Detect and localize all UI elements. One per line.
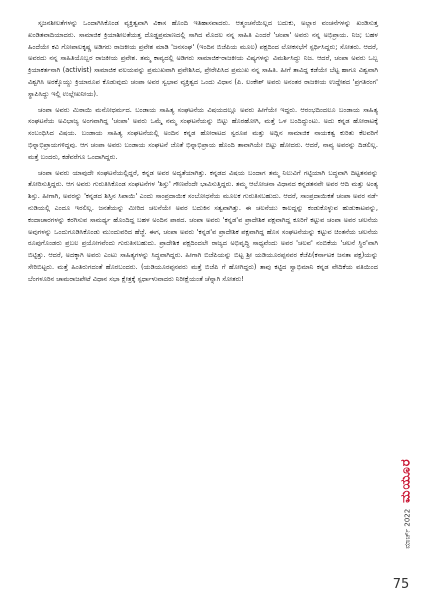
issue-date: ಮಾರ್ಚ್ 2022 <box>403 508 412 549</box>
article-body <box>28 18 378 290</box>
article-paragraph-1: ಸೃಜನಶೀಲತೆಗಳನ್ನು ಒಂದಾಗಿಸಿಕೊಂಡ ವ್ಯಕ್ತಿತ್ವವಾಗಿ ವಿಕಾಸ ಹೊಂದಿ ಇತಿಹಾಸವಾದರು. ಆತ್ಮಂಚನೆಯಿಲ್ಲದ ಬದುಕು, ಅಲ್ಲಾರ ವಂಚನೆಗಳನ್ನು ಖಂಡಿಸುತ್ತ ಖಂಡಿತವಾದಿಯಾದರು. ಸಾಮಾಜಿಕ ಕ್ರಿಯಾಶೀಲತೆಯತ್ತ ದೊಡ್ಡಪ್ರಮಾಣದಲ್ಲಿ ಸಾಗಿದ ಮೊದಲ ನನ್ನ ಸಾಹಿತಿ ಎಂದರೆ 'ಚಂಪಾ' ಅವರು ನನ್ನ ಅಭಿಪ್ರಾಯ. ನಿಜ; ಬಹಳ ಹಿಂದೆಯೇ ಕವಿ ಗೋಪಾಲಕೃಷ್ಣ ಅಡಿಗರು ರಾಜಕೀಯ ಪ್ರವೇಶ ಮಾಡಿ 'ಜನಸಂಘ' (ಇಂದಿನ ಬಿಜೆಪಿಯ ಮೂಲ) ಪಕ್ಷದಿಂದ ಲೋಕಸಭೆಗೆ ಸ್ಪರ್ಧಿಸಿದ್ದರು; ಸೋತರು. ಆದರೆ, ಅವರದು ನನ್ನ ಸಾಹಿತಿಯೊಬ್ಬರ ರಾಜಕೀಯ ಪ್ರವೇಶ. ತಮ್ಮ ಕಾವ್ಯದಲ್ಲಿ ಅಡಿಗರು ಸಾಮಾಜಿಕ-ರಾಜಕೀಯ ವಿಷ್ಯಗಳನ್ನು ವಿಮರ್ಶಿಸಿದ್ದು ನಿಜ. ಆದರೆ, ಚಂಪಾ ಅವರು ಒಬ್ಬ ಕ್ರಿಯಾಕರ್ತನಾಗಿ (activist) ಸಾಮಾಜಿಕ ವಲಯವನ್ನು ಪ್ರಮುಖವಾಗಿ ಪ್ರವೇಶಿಸಿದ, ಪ್ರೇರೇಪಿಸಿದ ಪ್ರಮುಖ ನನ್ನ ಸಾಹಿತಿ. ಹೀಗೆ ತಾವಿದ್ದ ಕಡೆಯೇ ಬೆಟ್ಟ ಹಾಗೂ ವಿಶ್ವವಾಗಿ ವಿಶ್ವಗಿಸಿ ಅರಕ್ಕೊಯ್ದು ಕ್ರಿಯಾರೂಪ ಕೊಡುವುದು ಚಂಪಾ ಅವರ ಸ್ವಭಾವ ವ್ಯಕ್ತಿತ್ವದ ಒಂದು ವಿಧಾನ (ಪಿ. ಲಂಕೇಶ್ ಅವರು ಅನಂತರ ರಾಜಕೀಯ ಉದ್ದೇಶದ 'ಪ್ರಗತಿರಂಗ' ಸ್ಥಾಪಿಸಿದ್ದು ಇಲ್ಲಿ ಉಲ್ಲೇಖನೀಯ). <box>28 19 378 98</box>
magazine-logo: ಮಯೂರ <box>398 457 414 503</box>
running-header <box>389 440 422 566</box>
page-number: 75 <box>392 577 410 592</box>
article-paragraph-2: ಚಂಪಾ ಅವರು ಮಿಠಾಯಿ ಮನೋಧರ್ಮದ. ಬಂಡಾಯ ಸಾಹಿತ್ಯ ಸಂಘಟನೆಯ ವಿಷಯದಲ್ಲೂ ಅವರು ಹೀಗೆಯೇ ಇದ್ದರು. ಆರಂಭದಿಂದಲೂ ಬಂಡಾಯ ಸಾಹಿತ್ಯ ಸಂಘಟನೆಯ ಅವಿಭಾಜ್ಯ ಅಂಗವಾಗಿದ್ದ 'ಚಂಪಾ' ಅವರು ಒಮ್ಮೆ ನಮ್ಮ ಸಂಘಟನೆಯನ್ನು ಬಿಟ್ಟು ಹೊರಹೋಗಿ, ಮತ್ತೆ ಒಳ ಬಂದಿದ್ದುಂಟು. ಅದು ಕನ್ನಡ ಹೋರಾಟಕ್ಕೆ ಸಂಬಂಧಿಸಿದ ವಿಷಯ. ಬಂಡಾಯ ಸಾಹಿತ್ಯ ಸಂಘಟನೆಯಲ್ಲಿ ಅಂದಿನ ಕನ್ನಡ ಹೋರಾಟದ ಸ್ವರೂಪ ಮತ್ತು ಅದ್ಲಿನ ಸಾಮಾಜಿಕ ನಾಯಕತ್ವ ಕುರಿತು ಕೆಲವರಿಗೆ ಭಿನ್ನಾಭಿಪ್ರಾಯಗಳಿದ್ದವು. ಆಗ ಚಂಪಾ ಅವರು ಬಂಡಾಯ ಸಂಘಟನೆ ಜೊತೆ ಭಿನ್ನಾಭಿಪ್ರಾಯ ಹೊಂದಿ ತಾವಾಗಿಯೇ ಬಿಟ್ಟು ಹೋದರು. ಆದರೆ, ನಾವ್ಯ ಅವರನ್ನು ದಿಡಲಿಲ್ಲ. ಮತ್ತೆ ಬಂದರು, ಕಡೆವರೆಗೂ ಒಂದಾಗಿದ್ದರು. <box>28 105 378 161</box>
article-paragraph-3: ಚಂಪಾ ಅವರು ಯಾವುದೇ ಸಂಘಟನೆಯಲ್ಲಿದ್ದರೆ, ಕನ್ನಡ ಅವರ ಅದ್ಯತೆಯಾಗಿತ್ತು. ಕನ್ನಡದ ವಿಷಯ ಬಂದಾಗ ತಮ್ಮ ನಿಲುವಿಗೆ ಗಟ್ಟಿಯಾಗಿ ಬದ್ಧವಾಗಿ ದಿಟ್ಟತನವನ್ನು ತೋರಿಸುತ್ತಿದ್ದರು. ಆಗ ಅವರು ಗುರುತಿಸಿಕೊಂಡ ಸಂಘಟನೆಗಳ 'ಶಿಸ್ತು' ಗೌಣವೆಂದೇ ಭಾವಿಸುತ್ತಿದ್ದರು. ತಮ್ಮ ಆಲೋಚನಾ ವಿಧಾನದ ಕನ್ನಡತನವೇ ಅವರ ಆದಿ ಮತ್ತು ಅಂತ್ಯ ಶಿಸ್ತು. ಹೀಗಾಗಿ, ಅವರನ್ನು 'ಕನ್ನಡದ ಶಿಸ್ತಿನ ಸಿಪಾಯಿ' ಎಂದು ಸಾಂಪ್ರದಾಯಿಕ ಸಂಬೋಧನೆಯ ಮೂಲಕ ಗುರುತಿಸಬಹುದು. ಆದರೆ, ಸಾಂಪ್ರದಾಯಿಕತೆ ಚಂಪಾ ಅವರ ನಡೆ-ನುಡಿಯಲ್ಲಿ ಎಂದೂ ಇರಲಿಲ್ಲ. ಜನತೆಯನ್ನು ಮೀರಿದ ಚಲನೆಯೇ ಅವರ ಬದುಕಿನ ಸತ್ವವಾಗಿತ್ತು. ಈ ಚಲನೆಯು ಕಾಲದ್ದನ್ನು ಕಂಡುಕೊಳ್ಳುವ ಹುಡುಕಾಟವನ್ನು, ಕಂದಾಚಾರಗಳನ್ನು ಕರಗಿಸುವ ಸಾಮರ್ಥ್ಯ ಹೊಂದಿದ್ದ ಬಹಳ ಅಂದಿನ ಪಾಠದ. ಚಂಪಾ ಅವರು 'ಕನ್ನಡ'ವ ಪ್ರಾದೇಶಿಕ ಪಕ್ಷವಾಗಿದ್ದ ಕೂರಿಗೆ ಕಟ್ಟುವ ಚಂಪಾ ಅವರ ಚಲನೆಯ ಅವುಗಳನ್ನು ಒಂದುಗೂಡಿಸಿಕೊಂಡು ಮುಂದುವರಿದ ಹೆಜ್ಜೆ. ಈಗ, ಚಂಪಾ ಅವರು 'ಕನ್ನಡ'ವ ಪ್ರಾದೇಶಿಕ ಪಕ್ಷವಾಗಿದ್ದ ಹೊಸ ಸಂಘಟನೆಯನ್ನು ಕಟ್ಟುವ ಚಿಂತನೆಯ ಚಲನೆಯ ರೂಪುಗೊಂಡರು ಪ್ರಬಲ ಪ್ರಯೋಗವೆಂದು ಗುರುತಿಸಬಹುದು. ಪ್ರಾದೇಶಿಕ ಪಕ್ಷದಿಂದಲೇ ರಾಜ್ಯದ ಅಭಿವೃದ್ಧಿ ಸಾಧ್ಯವೆಂದು ಅವರ 'ಚಲವ' ನಂಬಿಕೆಯ 'ಚಲನೆ ಸ್ಥಿರ'ವಾಗಿ ಬಿಟ್ಟಿತ್ತು. ಆದರೆ, ಅದಕ್ಕಾಗಿ ಅವರು ಎಂಟು ಸಾಹಿತ್ಯಗಳನ್ನು ಸಿದ್ಧವಾಗಿದ್ದರು. ಹೀಗಾಗಿ ಬಿಜೆಪಿಯನ್ನು ಬಿಟ್ಟ ಶ್ರೀ ಯಡಿಯೂರಪ್ಪನವರ ಕೆಜೆಪಿ(ಕರ್ನಾಟಕ ಜನತಾ ಪಕ್ಷ)ಯನ್ನು ಸೇರಿಬಿಟ್ಟರು. ಮತ್ತೆ ಹಿಂತಿರುಗದಂತೆ ಹೊರಬಂದರು. (ಯಡಿಯೂರಪ್ಪನವರು ಮತ್ತೆ ಬಿಜೆಪಿ ಗೆ ಹೋಗಿದ್ದರು) ತಾವು ಕಟ್ಟಿದ ಸ್ವಾಭಿಮಾನಿ ಕನ್ನಡ ವೇದಿಕೆಯ ವತಿಯಿಂದ ಬೆಂಗಳೂರಿನ ಚಾಮರಾಜಪೇಟೆ ವಿಧಾನ ಸಭಾ ಕ್ಷೇತ್ರಕ್ಕೆ ಸ್ಪರ್ಧಾಳುವಾದರು ನಿರೀಕ್ಷೆಯಂತೆ ಚೆನ್ನಾಗಿ ಸೋತರು! <box>28 168 378 283</box>
